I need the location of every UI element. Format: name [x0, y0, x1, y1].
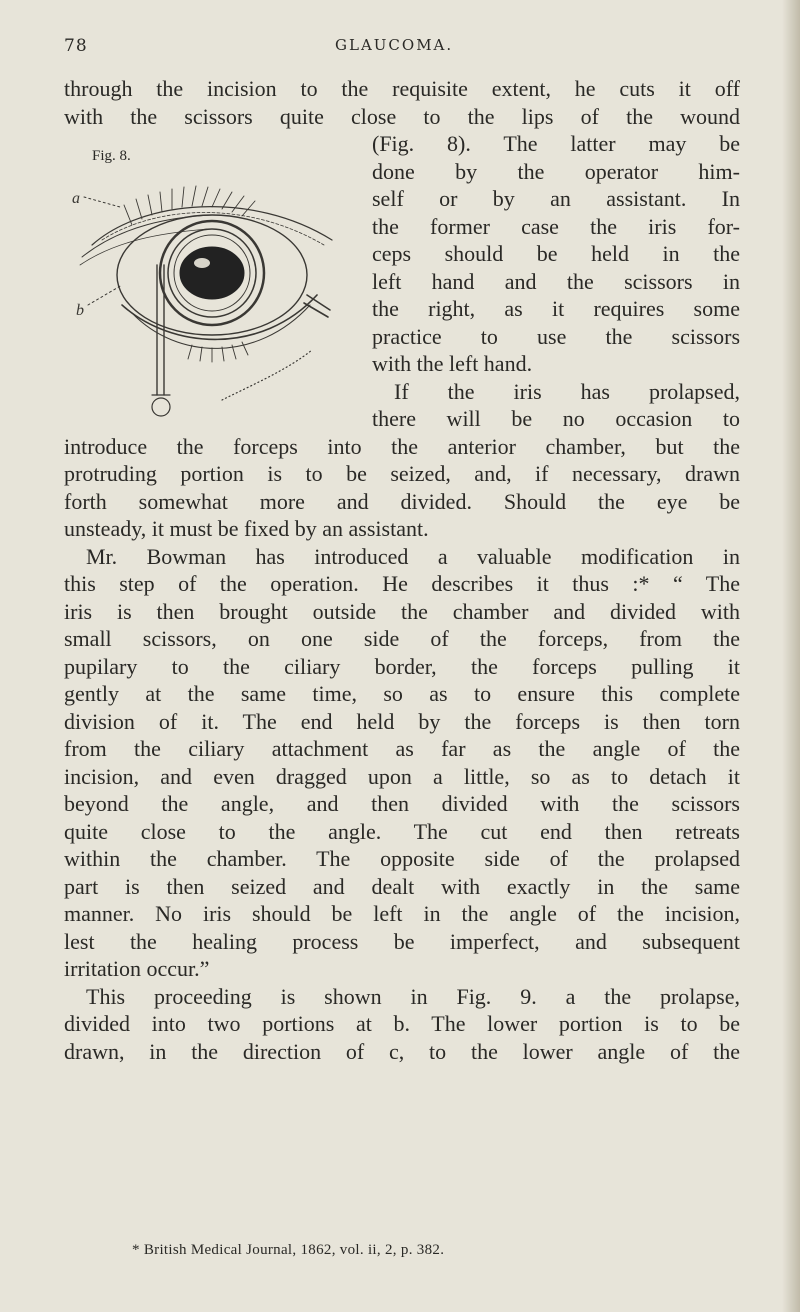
text-line: unsteady, it must be fixed by an assistant. — [64, 516, 429, 541]
figure-caption: Fig. 8. — [92, 148, 131, 164]
text-line: self or by an assistant. In — [372, 186, 740, 211]
text-line: from the ciliary attachment as far as the angle of the — [64, 736, 740, 761]
text-line: manner. No iris should be left in the angle of the incision, — [64, 901, 740, 926]
text-line: incision, and even dragged upon a little, so as to detach it — [64, 763, 740, 789]
text-line: iris is then brought outside the chamber and divided with — [64, 598, 740, 624]
text-line: small scissors, on one side of the forceps, from the — [64, 626, 740, 651]
figure-label-a: a — [72, 190, 80, 207]
text-line: pupilary to the ciliary border, the forceps pulling it — [64, 653, 740, 679]
text-line: practice to use the scissors — [372, 323, 740, 349]
text-line: gently at the same time, so as to ensure this complete — [64, 681, 740, 706]
footnote: * British Medical Journal, 1862, vol. ii, 2, p. 382. — [132, 1242, 445, 1258]
text-line: within the chamber. The opposite side of the prolapsed — [64, 846, 740, 871]
text-line: this step of the operation. He describes it thus :* “ The — [64, 571, 740, 596]
text-line: ceps should be held in the — [372, 241, 740, 266]
page-number: 78 — [64, 36, 88, 56]
text-line: done by the operator him- — [372, 158, 740, 184]
figure-label-b: b — [76, 302, 84, 319]
text-line: lest the healing process be imperfect, and subsequent — [64, 928, 740, 954]
text-line: protruding portion is to be seized, and, if necessary, drawn — [64, 461, 740, 486]
text-line: introduce the forceps into the anterior chamber, but the — [64, 433, 740, 459]
text-line: Mr. Bowman has introduced a valuable modification in — [86, 543, 740, 569]
text-line: forth somewhat more and divided. Should the eye be — [64, 488, 740, 514]
running-title: GLAUCOMA. — [335, 36, 454, 54]
text-line: division of it. The end held by the forceps is then torn — [64, 708, 740, 734]
text-line: drawn, in the direction of c, to the lower angle of the — [64, 1038, 740, 1064]
text-line: through the incision to the requisite extent, he cuts it off — [64, 76, 740, 101]
page-header — [0, 36, 800, 56]
text-line: the right, as it requires some — [372, 296, 740, 321]
text-line: This proceeding is shown in Fig. 9. a the prolapse, — [86, 983, 740, 1009]
page-edge-shadow — [782, 0, 800, 1312]
text-line: there will be no occasion to — [372, 406, 740, 431]
text-line: If the iris has prolapsed, — [394, 378, 740, 404]
body-text — [64, 75, 740, 1065]
text-line: part is then seized and dealt with exactly in the same — [64, 873, 740, 899]
text-line: irritation occur.” — [64, 956, 210, 981]
text-line: with the scissors quite close to the lips of the wound — [64, 103, 740, 129]
text-line: beyond the angle, and then divided with the scissors — [64, 791, 740, 816]
text-line: left hand and the scissors in — [372, 268, 740, 294]
text-line: quite close to the angle. The cut end then retreats — [64, 818, 740, 844]
text-line: the former case the iris for- — [372, 213, 740, 239]
text-line: divided into two portions at b. The lower portion is to be — [64, 1011, 740, 1036]
text-line: (Fig. 8). The latter may be — [372, 131, 740, 156]
text-line: with the left hand. — [372, 351, 533, 376]
